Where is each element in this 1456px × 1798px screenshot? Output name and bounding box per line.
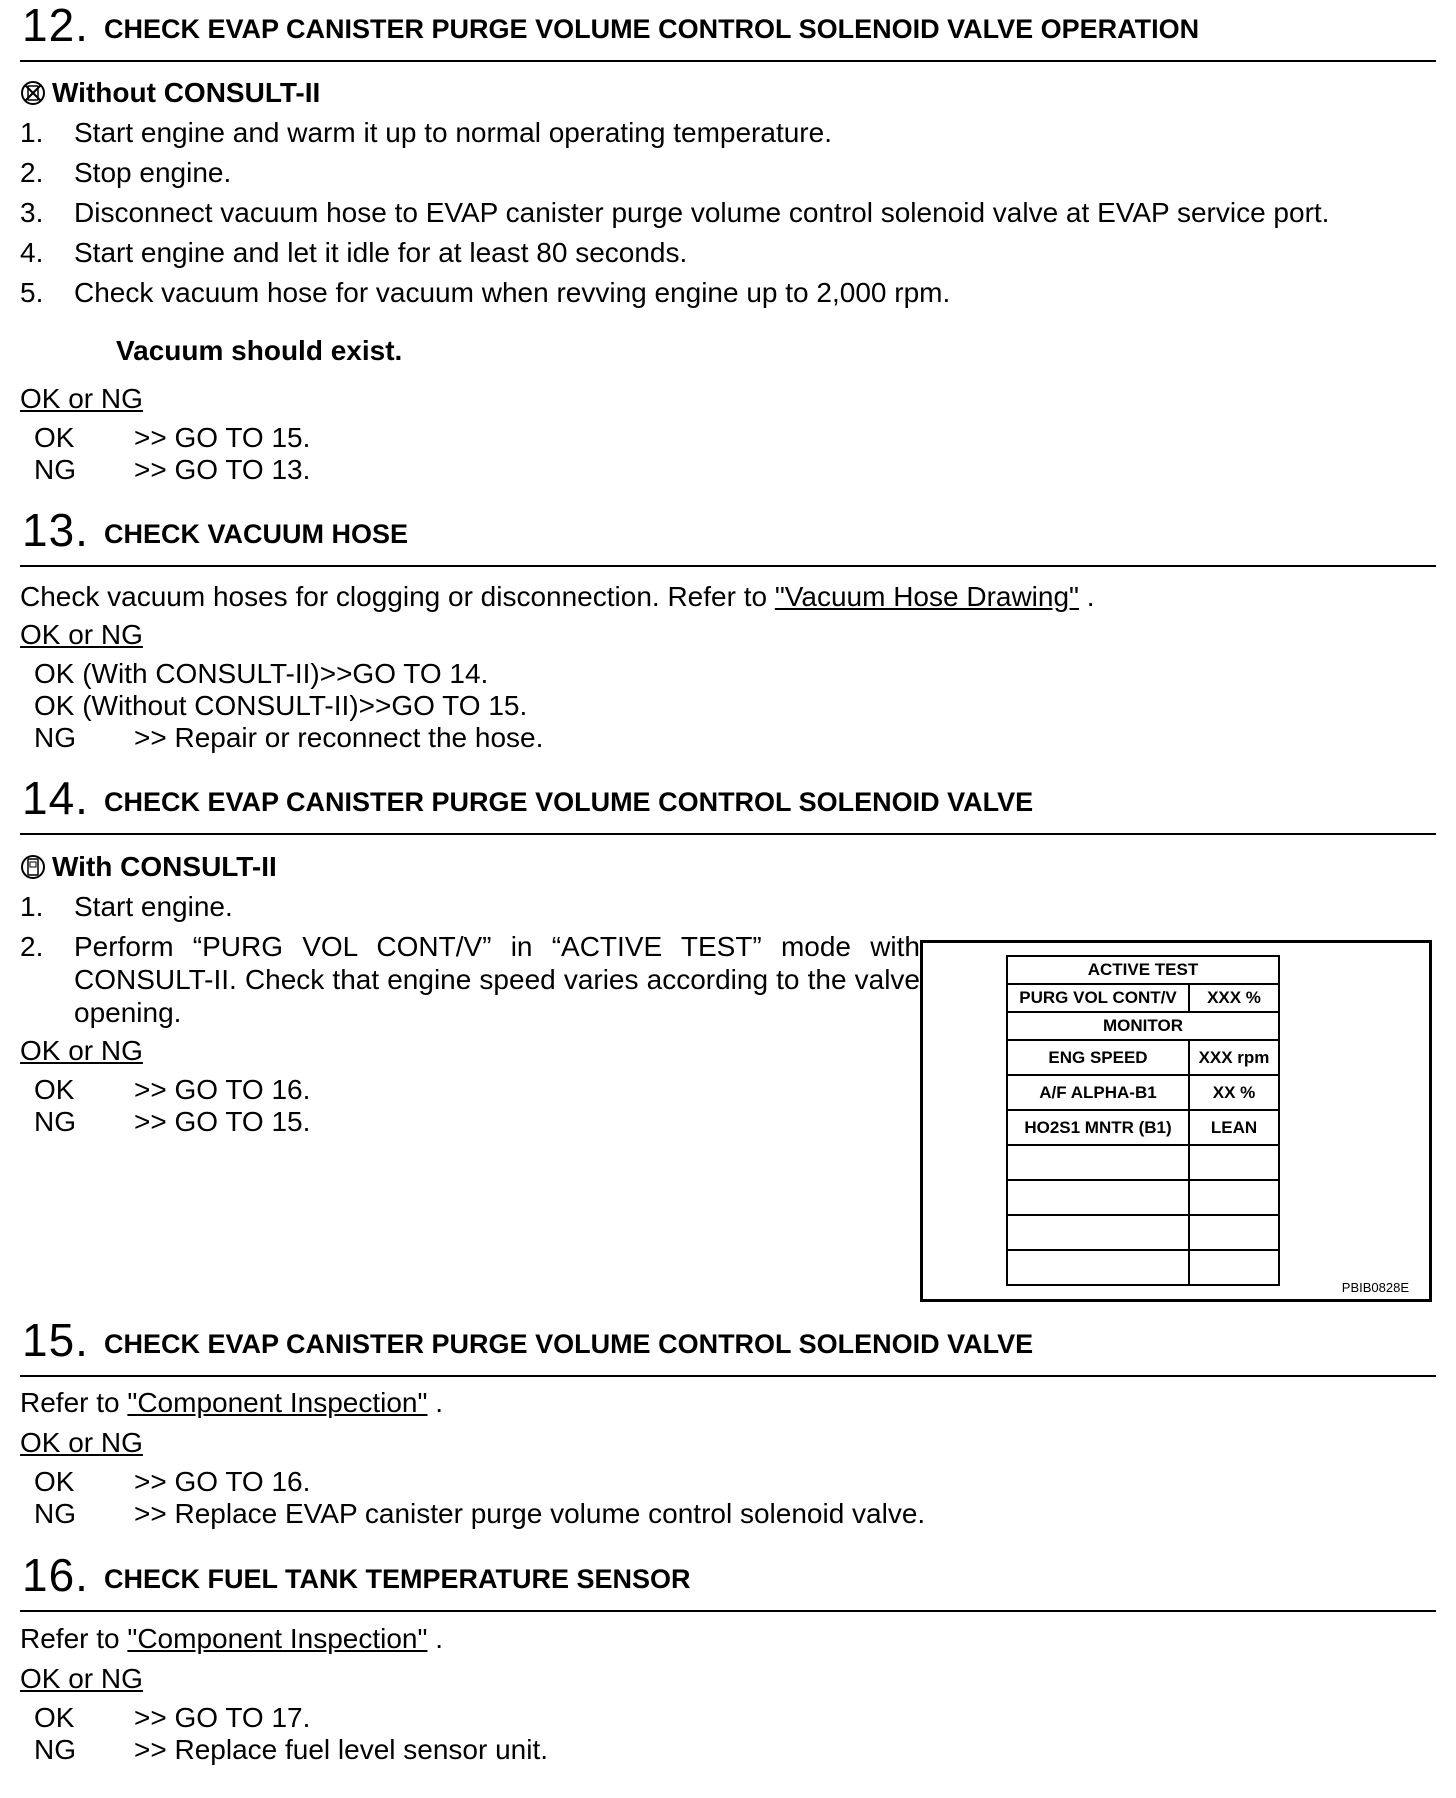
section-12-header	[20, 0, 1436, 62]
no-consult-icon	[20, 80, 46, 114]
result-key: OK	[34, 1466, 75, 1497]
text-fragment: Refer to	[20, 1387, 128, 1418]
step-number: 5.	[20, 277, 44, 308]
result-key: NG	[34, 722, 76, 753]
instruction-text	[20, 1386, 443, 1420]
ok-or-ng-label: OK or NG	[20, 1035, 143, 1066]
step-number: 2.	[20, 157, 44, 188]
step-number: 4.	[20, 237, 44, 268]
vacuum-hose-drawing-link[interactable]: "Vacuum Hose Drawing"	[774, 581, 1079, 612]
monitor-header: MONITOR	[1007, 1012, 1279, 1040]
result-value: >> Replace EVAP canister purge volume control solenoid valve.	[134, 1498, 926, 1529]
empty-cell	[1189, 1180, 1279, 1215]
instruction-text	[20, 1622, 443, 1656]
empty-cell	[1189, 1250, 1279, 1285]
empty-cell	[1189, 1215, 1279, 1250]
result-row	[34, 722, 543, 754]
result-row	[34, 1498, 925, 1530]
empty-cell	[1189, 1145, 1279, 1180]
section-16-header	[20, 1550, 1436, 1612]
result-key: NG	[34, 1734, 76, 1765]
step-number: 2.	[20, 931, 44, 962]
monitor-value: LEAN	[1189, 1110, 1279, 1145]
text-fragment: .	[1079, 581, 1095, 612]
empty-cell	[1007, 1180, 1189, 1215]
result-value: >> Repair or reconnect the hose.	[134, 722, 544, 753]
section-number: 12.	[22, 0, 89, 51]
section-number: 16.	[22, 1549, 89, 1601]
result-row	[34, 1734, 548, 1766]
section-title: CHECK EVAP CANISTER PURGE VOLUME CONTROL SOLENOID VALVE	[104, 787, 1034, 817]
result-key: OK	[34, 1074, 75, 1105]
result-key: NG	[34, 1498, 76, 1529]
component-inspection-link[interactable]: "Component Inspection"	[127, 1623, 428, 1654]
text-fragment: .	[427, 1623, 444, 1654]
text-fragment: .	[427, 1387, 444, 1418]
step-number: 1.	[20, 891, 44, 922]
section-number: 14.	[22, 772, 89, 824]
ok-or-ng-label: OK or NG	[20, 1427, 143, 1458]
result-value: >> GO TO 13.	[134, 454, 311, 485]
result-row	[34, 1466, 310, 1498]
result-row	[34, 1702, 310, 1734]
step-number: 1.	[20, 117, 44, 148]
step-text: Start engine and warm it up to normal operating temperature.	[74, 117, 832, 148]
result-row	[34, 454, 310, 486]
monitor-label: A/F ALPHA-B1	[1007, 1075, 1189, 1110]
result-row: OK (With CONSULT-II)>>GO TO 14.	[34, 658, 489, 689]
empty-cell	[1007, 1250, 1189, 1285]
consult-screen-figure	[920, 940, 1432, 1302]
step-text: Start engine and let it idle for at least 80 seconds.	[74, 237, 688, 268]
result-value: >> Replace fuel level sensor unit.	[134, 1734, 549, 1765]
ok-or-ng-label: OK or NG	[20, 619, 143, 650]
result-row	[34, 1074, 310, 1106]
result-key: OK	[34, 422, 75, 453]
result-value: >> GO TO 16.	[134, 1074, 311, 1105]
consult-icon	[20, 854, 46, 888]
monitor-label: HO2S1 MNTR (B1)	[1007, 1110, 1189, 1145]
active-test-table	[1006, 955, 1280, 1286]
step-text: Stop engine.	[74, 157, 232, 188]
step-text: Start engine.	[74, 891, 233, 922]
result-value: >> GO TO 15.	[134, 1106, 311, 1137]
ok-or-ng-label: OK or NG	[20, 383, 143, 414]
empty-cell	[1007, 1215, 1189, 1250]
with-consult-heading	[20, 850, 277, 888]
step-text: Check vacuum hose for vacuum when revving engine up to 2,000 rpm.	[74, 277, 951, 308]
purg-vol-cont-label: PURG VOL CONT/V	[1007, 984, 1189, 1012]
subhead-text: With CONSULT-II	[52, 851, 277, 882]
step-number: 3.	[20, 197, 44, 228]
section-number: 13.	[22, 504, 89, 556]
section-number: 15.	[22, 1314, 89, 1366]
component-inspection-link[interactable]: "Component Inspection"	[127, 1387, 428, 1418]
ok-or-ng-label: OK or NG	[20, 1663, 143, 1694]
subhead-text: Without CONSULT-II	[52, 77, 321, 108]
result-value: >> GO TO 17.	[134, 1702, 311, 1733]
result-key: OK	[34, 1702, 75, 1733]
result-key: NG	[34, 454, 76, 485]
monitor-value: XX %	[1189, 1075, 1279, 1110]
purg-vol-cont-value: XXX %	[1189, 984, 1279, 1012]
section-title: CHECK EVAP CANISTER PURGE VOLUME CONTROL SOLENOID VALVE OPERATION	[104, 14, 1200, 44]
monitor-value: XXX rpm	[1189, 1040, 1279, 1075]
result-value: >> GO TO 15.	[134, 422, 311, 453]
result-row	[34, 1106, 310, 1138]
section-title: CHECK FUEL TANK TEMPERATURE SENSOR	[104, 1564, 691, 1594]
instruction-text	[20, 580, 1095, 614]
section-title: CHECK EVAP CANISTER PURGE VOLUME CONTROL SOLENOID VALVE	[104, 1329, 1034, 1359]
result-row	[34, 422, 310, 454]
step-text: Disconnect vacuum hose to EVAP canister purge volume control solenoid valve at EVAP service port.	[74, 197, 1330, 228]
result-row: OK (Without CONSULT-II)>>GO TO 15.	[34, 690, 528, 721]
section-14-header	[20, 773, 1436, 835]
section-15-header	[20, 1315, 1436, 1377]
text-fragment: Refer to	[20, 1623, 128, 1654]
active-test-header: ACTIVE TEST	[1007, 956, 1279, 984]
result-value: >> GO TO 16.	[134, 1466, 311, 1497]
step-text: Perform “PURG VOL CONT/V” in “ACTIVE TEST” mode with CONSULT-II. Check that engine speed varies according to the valve opening.	[74, 931, 920, 1028]
section-title: CHECK VACUUM HOSE	[104, 519, 409, 549]
section-13-header	[20, 505, 1436, 567]
figure-id: PBIB0828E	[1341, 1280, 1409, 1295]
spec-text: Vacuum should exist.	[116, 335, 403, 366]
empty-cell	[1007, 1145, 1189, 1180]
text-fragment: Check vacuum hoses for clogging or disconnection. Refer to	[20, 581, 775, 612]
monitor-label: ENG SPEED	[1007, 1040, 1189, 1075]
result-key: NG	[34, 1106, 76, 1137]
without-consult-heading	[20, 76, 320, 114]
